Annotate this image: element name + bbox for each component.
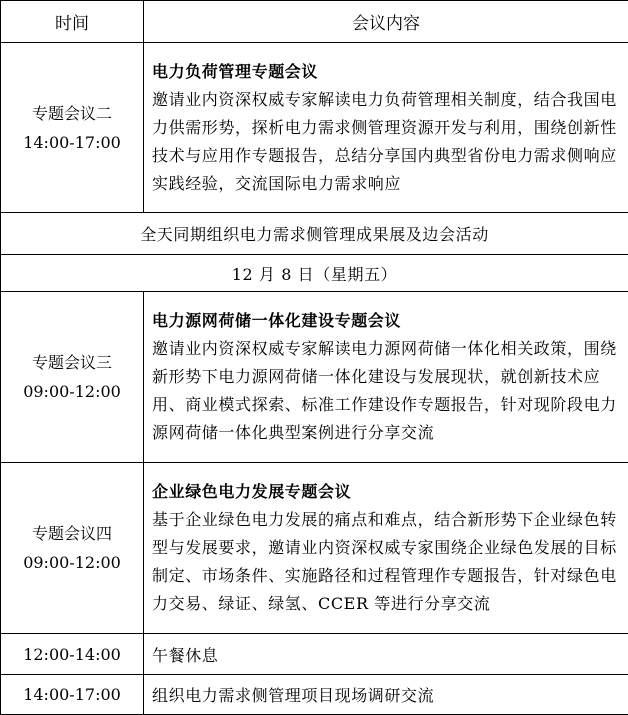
- session-time-cell: [1, 463, 144, 634]
- visit-time: 14:00-17:00: [1, 675, 144, 715]
- session-content-cell: [144, 292, 628, 463]
- visit-content: 组织电力需求侧管理项目现场调研交流: [144, 675, 628, 715]
- table-header-row: [1, 1, 628, 43]
- session-name: 专题会议三: [9, 348, 135, 377]
- visit-row: [1, 675, 628, 715]
- exhibition-note: 全天同期组织电力需求侧管理成果展及边会活动: [1, 213, 628, 255]
- session-content-cell: [144, 43, 628, 213]
- session-title: 电力负荷管理专题会议: [152, 58, 620, 86]
- session-name: 专题会议二: [9, 99, 135, 128]
- session-time: 09:00-12:00: [9, 548, 135, 577]
- session-name: 专题会议四: [9, 519, 135, 548]
- header-time: 时间: [1, 1, 144, 43]
- session-row: [1, 43, 628, 213]
- session-description: 邀请业内资深权威专家解读电力负荷管理相关制度，结合我国电力供需形势，探析电力需求侧管理资源开发与利用，围绕创新性技术与应用作专题报告，总结分享国内典型省份电力需求侧响应实践经验，交流国际电力需求响应: [152, 86, 620, 198]
- session-title: 企业绿色电力发展专题会议: [152, 478, 620, 506]
- date-heading: 12 月 8 日（星期五）: [1, 255, 628, 292]
- date-row: [1, 255, 628, 292]
- session-row: [1, 292, 628, 463]
- session-time-cell: [1, 43, 144, 213]
- break-content: 午餐休息: [144, 634, 628, 675]
- session-time: 09:00-12:00: [9, 377, 135, 406]
- full-width-row: [1, 213, 628, 255]
- session-description: 基于企业绿色电力发展的痛点和难点，结合新形势下企业绿色转型与发展要求，邀请业内资深权威专家围绕企业绿色发展的目标制定、市场条件、实施路径和过程管理作专题报告，针对绿色电力交易、绿证、绿氢、CCER 等进行分享交流: [152, 506, 620, 618]
- break-time: 12:00-14:00: [1, 634, 144, 675]
- session-row: [1, 463, 628, 634]
- session-content-cell: [144, 463, 628, 634]
- break-row: [1, 634, 628, 675]
- session-time-cell: [1, 292, 144, 463]
- header-content: 会议内容: [144, 1, 628, 43]
- session-description: 邀请业内资深权威专家解读电力源网荷储一体化相关政策，围绕新形势下电力源网荷储一体化建设与发展现状，就创新技术应用、商业模式探索、标准工作建设作专题报告，针对现阶段电力源网荷储一体化典型案例进行分享交流: [152, 335, 620, 447]
- session-title: 电力源网荷储一体化建设专题会议: [152, 307, 620, 335]
- session-time: 14:00-17:00: [9, 128, 135, 157]
